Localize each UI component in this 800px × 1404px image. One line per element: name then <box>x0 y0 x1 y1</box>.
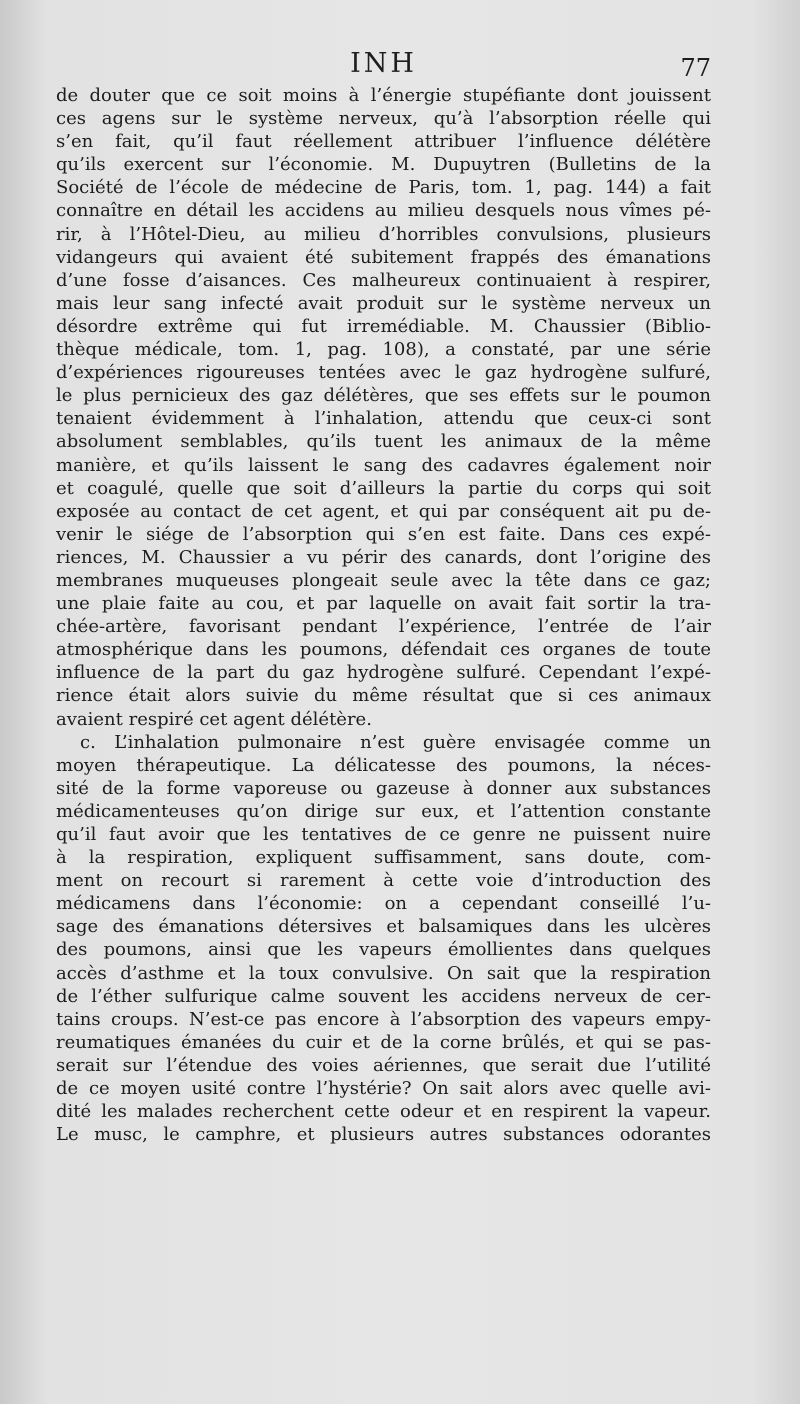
text-line: thèque médicale, tom. 1, pag. 108), a constaté, par une série <box>56 339 711 361</box>
text-line: une plaie faite au cou, et par laquelle on avait fait sortir la tra- <box>56 593 711 615</box>
text-line: tenaient évidemment à l’inhalation, attendu que ceux-ci sont <box>56 408 711 430</box>
text-line: médicamens dans l’économie: on a cependant conseillé l’u- <box>56 893 711 915</box>
text-line: qu’il faut avoir que les tentatives de ce genre ne puissent nuire <box>56 824 711 845</box>
text-line: vidangeurs qui avaient été subitement frappés des émanations <box>56 246 711 268</box>
text-line: ment on recourt si rarement à cette voie d’introduction des <box>56 870 711 892</box>
text-line: s’en fait, qu’il faut réellement attribuer l’influence délétère <box>56 131 711 153</box>
text-line: d’une fosse d’aisances. Ces malheureux continuaient à respirer, <box>56 269 711 291</box>
text-line: accès d’asthme et la toux convulsive. On sait que la respiration <box>56 962 711 984</box>
text-line: influence de la part du gaz hydrogène sulfuré. Cependant l’expé- <box>56 662 711 684</box>
text-line: des poumons, ainsi que les vapeurs émollientes dans quelques <box>56 939 711 961</box>
text-line: rir, à l’Hôtel-Dieu, au milieu d’horribles convulsions, plusieurs <box>56 223 711 245</box>
text-line: c. L’inhalation pulmonaire n’est guère envisagée comme un <box>80 731 711 753</box>
text-line: exposée au contact de cet agent, et qui par conséquent ait pu de- <box>56 500 711 522</box>
text-line: qu’ils exercent sur l’économie. M. Dupuytren (Bulletins de la <box>56 154 711 176</box>
text-line: de ce moyen usité contre l’hystérie? On sait alors avec quelle avi- <box>56 1078 711 1100</box>
text-line: moyen thérapeutique. La délicatesse des poumons, la néces- <box>56 754 711 776</box>
text-line: Société de l’école de médecine de Paris, tom. 1, pag. 144) a fait <box>56 177 711 199</box>
page-header <box>56 48 711 88</box>
text-line: chée-artère, favorisant pendant l’expérience, l’entrée de l’air <box>56 616 711 638</box>
text-line: à la respiration, expliquent suffisamment, sans doute, com- <box>56 847 711 869</box>
text-line: membranes muqueuses plongeait seule avec la tête dans ce gaz; <box>56 569 711 591</box>
text-line: ces agens sur le système nerveux, qu’à l’absorption réelle qui <box>56 108 711 130</box>
text-line: de douter que ce soit moins à l’énergie stupéfiante dont jouissent <box>56 85 711 106</box>
text-line: Le musc, le camphre, et plusieurs autres substances odorantes <box>56 1124 711 1146</box>
text-line: connaître en détail les accidens au milieu desquels nous vîmes pé- <box>56 200 711 222</box>
text-line: médicamenteuses qu’on dirige sur eux, et l’attention constante <box>56 800 711 822</box>
text-line: serait sur l’étendue des voies aériennes, que serait due l’utilité <box>56 1054 711 1076</box>
text-line: reumatiques émanées du cuir et de la corne brûlés, et qui se pas- <box>56 1031 711 1053</box>
text-line: venir le siége de l’absorption qui s’en est faite. Dans ces expé- <box>56 523 711 545</box>
text-line: dité les malades recherchent cette odeur et en respirent la vapeur. <box>56 1101 711 1123</box>
text-line: le plus pernicieux des gaz délétères, que ses effets sur le poumon <box>56 385 711 407</box>
text-line: tains croups. N’est-ce pas encore à l’absorption des vapeurs empy- <box>56 1008 711 1030</box>
text-line: manière, et qu’ils laissent le sang des cadavres également noir <box>56 454 711 476</box>
text-line: et coagulé, quelle que soit d’ailleurs la partie du corps qui soit <box>56 477 711 499</box>
page-number: 77 <box>680 54 711 82</box>
text-line: d’expériences rigoureuses tentées avec le gaz hydrogène sulfuré, <box>56 362 711 384</box>
text-line: riences, M. Chaussier a vu périr des canards, dont l’origine des <box>56 546 711 568</box>
text-line: sité de la forme vaporeuse ou gazeuse à donner aux substances <box>56 777 711 799</box>
running-head: INH <box>350 48 417 79</box>
text-line: rience était alors suivie du même résultat que si ces animaux <box>56 685 711 707</box>
text-line: atmosphérique dans les poumons, défendait ces organes de toute <box>56 639 711 661</box>
text-line: désordre extrême qui fut irremédiable. M. Chaussier (Biblio- <box>56 315 711 337</box>
text-line: avaient respiré cet agent délétère. <box>56 708 372 730</box>
text-line: mais leur sang infecté avait produit sur le système nerveux un <box>56 292 711 314</box>
text-line: sage des émanations détersives et balsamiques dans les ulcères <box>56 916 711 938</box>
text-line: de l’éther sulfurique calme souvent les accidens nerveux de cer- <box>56 985 711 1007</box>
text-line: absolument semblables, qu’ils tuent les animaux de la même <box>56 431 711 453</box>
body-text <box>56 84 711 1146</box>
